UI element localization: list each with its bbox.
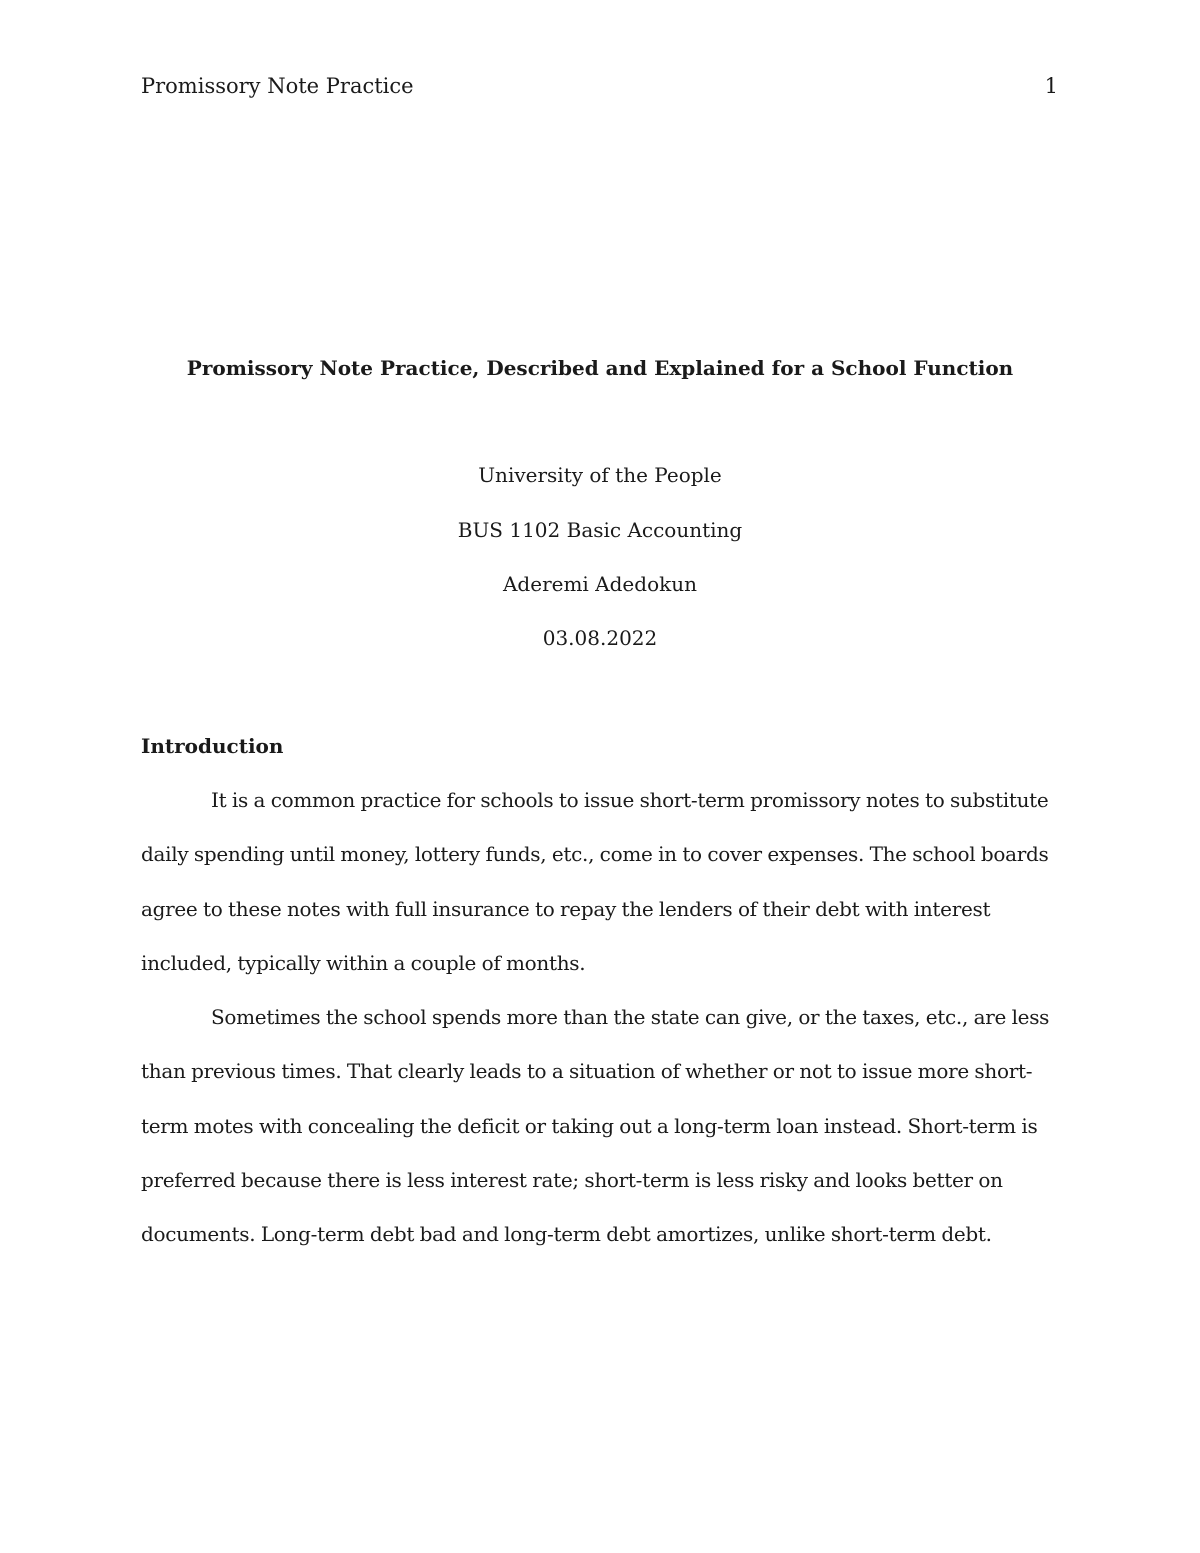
course: BUS 1102 Basic Accounting [457,518,743,542]
section-heading-introduction: Introduction [141,734,284,758]
document-title: Promissory Note Practice, Described and Explained for a School Function [186,356,1014,380]
page-number: 1 [1044,74,1058,98]
date: 03.08.2022 [542,626,658,650]
paragraph: It is a common practice for schools to issue short-term promissory notes to substitute daily spending until money, lottery funds, etc., come in to cover expenses. The school boards agree to these notes with full insurance to repay the lenders of their debt with interest included, typically within a couple of months. [141,788,1049,975]
institution: University of the People [478,463,722,487]
running-head: Promissory Note Practice [141,74,414,98]
paragraph: Sometimes the school spends more than the state can give, or the taxes, etc., are less than previous times. That clearly leads to a situation of whether or not to issue more short-term motes with concealing the deficit or taking out a long-term loan instead. Short-term is preferred because there is less interest rate; short-term is less risky and looks better on documents. Long-term debt bad and long-term debt amortizes, unlike short-term debt. [141,1005,1050,1247]
author: Aderemi Adedokun [502,572,697,596]
